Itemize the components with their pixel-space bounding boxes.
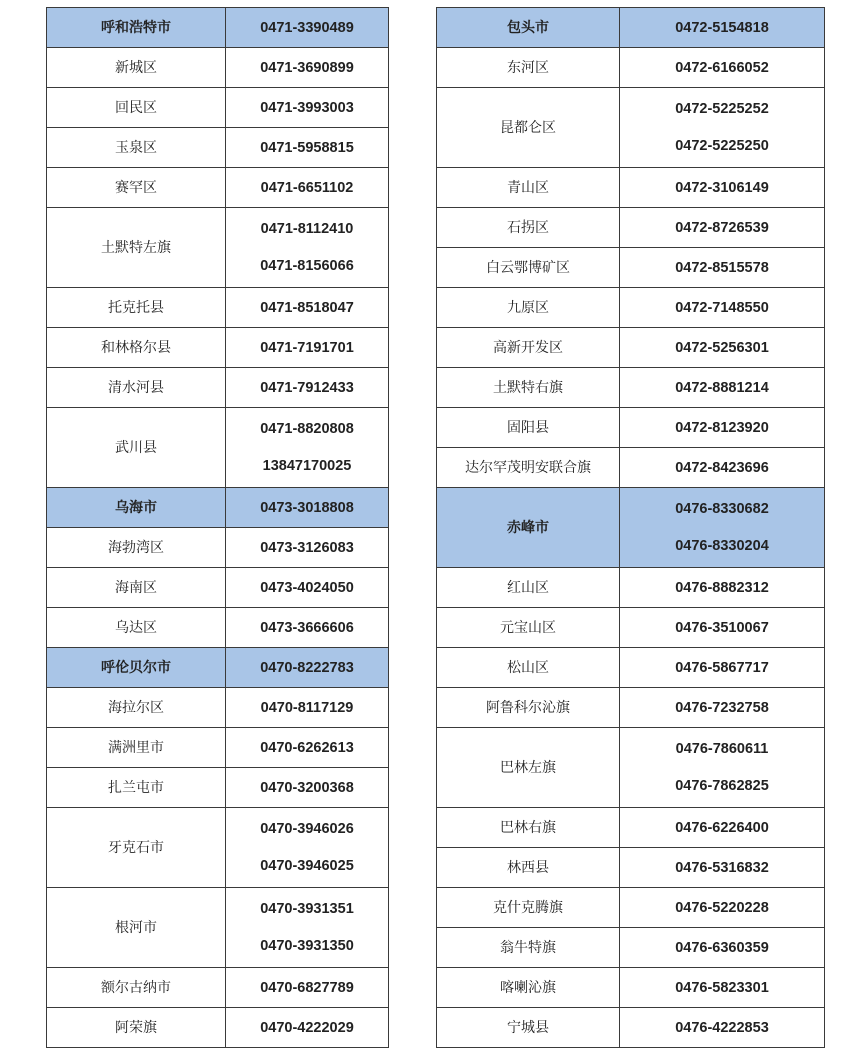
district-name: 克什克腾旗 [437,888,620,928]
district-row [47,528,389,568]
phone-number: 0472-7148550 [675,299,769,316]
district-name: 巴林右旗 [437,808,620,848]
phone-number: 0476-5316832 [675,859,769,876]
phone-number: 0472-8881214 [675,379,769,396]
district-name: 东河区 [437,48,620,88]
district-name: 海勃湾区 [47,528,226,568]
phone-number: 0472-5225252 [675,101,769,117]
district-name: 赛罕区 [47,168,226,208]
phone-number: 0470-3200368 [260,779,354,796]
phone-number: 0471-8820808 [260,421,354,437]
phone-cell [226,88,389,128]
district-row [437,928,825,968]
phone-cell [226,968,389,1008]
phone-number: 0471-8112410 [260,221,354,237]
phone-cell [620,728,825,808]
phone-number: 0476-6360359 [675,939,769,956]
phone-number: 0473-3666606 [260,619,354,636]
phone-cell [226,768,389,808]
phone-number: 0470-6262613 [260,739,354,756]
district-row [47,888,389,968]
city-name: 呼和浩特市 [47,8,226,48]
district-row [437,848,825,888]
district-name: 额尔古纳市 [47,968,226,1008]
district-name: 元宝山区 [437,608,620,648]
district-name: 扎兰屯市 [47,768,226,808]
phone-number: 0470-3946025 [260,858,354,874]
district-name: 玉泉区 [47,128,226,168]
phone-number: 0472-8515578 [675,259,769,276]
phone-cell [226,48,389,88]
phone-cell [620,848,825,888]
phone-number: 0476-7232758 [675,699,769,716]
district-row [437,168,825,208]
district-row [47,48,389,88]
district-name: 巴林左旗 [437,728,620,808]
phone-cell [226,168,389,208]
phone-number: 13847170025 [262,458,352,474]
district-row [437,1008,825,1048]
district-row [47,328,389,368]
district-name: 石拐区 [437,208,620,248]
district-name: 翁牛特旗 [437,928,620,968]
district-name: 乌达区 [47,608,226,648]
phone-number: 0470-8222783 [260,659,354,676]
district-row [437,448,825,488]
district-row [437,288,825,328]
phone-cell [226,328,389,368]
phone-cell [226,488,389,528]
city-header-row [47,488,389,528]
phone-cell [620,88,825,168]
phone-number: 0476-8330682 [675,501,769,517]
phone-cell [226,8,389,48]
phone-number: 0472-5154818 [675,19,769,36]
district-row [47,728,389,768]
city-header-row [47,8,389,48]
left-phone-table [46,7,389,1048]
district-row [47,368,389,408]
phone-cell [226,368,389,408]
phone-cell [226,728,389,768]
phone-number: 0472-8726539 [675,219,769,236]
phone-cell [226,568,389,608]
district-name: 高新开发区 [437,328,620,368]
phone-number: 0472-5225250 [675,138,769,154]
phone-number: 0472-3106149 [675,179,769,196]
phone-cell [620,408,825,448]
phone-number: 0471-8156066 [260,258,354,274]
city-name: 乌海市 [47,488,226,528]
phone-number: 0476-3510067 [675,619,769,636]
district-name: 新城区 [47,48,226,88]
phone-number: 0476-6226400 [675,819,769,836]
phone-cell [226,888,389,968]
phone-cell [620,328,825,368]
district-row [47,408,389,488]
district-name: 宁城县 [437,1008,620,1048]
phone-number: 0471-7912433 [260,379,354,396]
city-name: 呼伦贝尔市 [47,648,226,688]
district-row [437,608,825,648]
district-name: 喀喇沁旗 [437,968,620,1008]
district-name: 清水河县 [47,368,226,408]
phone-cell [620,1008,825,1048]
district-row [47,128,389,168]
phone-number: 0471-3993003 [260,99,354,116]
district-row [47,768,389,808]
district-name: 牙克石市 [47,808,226,888]
district-row [437,808,825,848]
district-row [437,248,825,288]
phone-number: 0472-8423696 [675,459,769,476]
phone-number: 0472-6166052 [675,59,769,76]
district-name: 回民区 [47,88,226,128]
district-name: 土默特左旗 [47,208,226,288]
city-header-row [437,488,825,568]
phone-number: 0476-7862825 [675,778,769,794]
phone-cell [620,608,825,648]
phone-cell [620,688,825,728]
district-name: 松山区 [437,648,620,688]
phone-number: 0470-6827789 [260,979,354,996]
district-name: 昆都仑区 [437,88,620,168]
district-name: 托克托县 [47,288,226,328]
phone-number: 0472-8123920 [675,419,769,436]
phone-number: 0473-3018808 [260,499,354,516]
phone-cell [226,648,389,688]
city-name: 赤峰市 [437,488,620,568]
district-row [47,208,389,288]
phone-number: 0476-4222853 [675,1019,769,1036]
district-row [47,568,389,608]
district-row [437,88,825,168]
district-row [437,688,825,728]
district-row [437,368,825,408]
phone-cell [620,448,825,488]
district-name: 土默特右旗 [437,368,620,408]
district-name: 九原区 [437,288,620,328]
district-name: 达尔罕茂明安联合旗 [437,448,620,488]
district-name: 满洲里市 [47,728,226,768]
phone-number: 0476-7860611 [675,741,769,757]
phone-cell [620,168,825,208]
phone-cell [620,488,825,568]
phone-number: 0473-3126083 [260,539,354,556]
phone-number: 0470-3946026 [260,821,354,837]
district-row [437,648,825,688]
phone-cell [226,408,389,488]
phone-cell [226,808,389,888]
phone-cell [620,288,825,328]
phone-cell [620,648,825,688]
right-phone-table [436,7,825,1048]
phone-number: 0470-3931351 [260,901,354,917]
phone-cell [226,608,389,648]
district-row [437,48,825,88]
district-row [47,168,389,208]
phone-number: 0471-3390489 [260,19,354,36]
phone-number: 0476-5823301 [675,979,769,996]
district-row [47,608,389,648]
phone-cell [226,528,389,568]
phone-number: 0470-8117129 [260,699,354,716]
phone-cell [620,248,825,288]
district-name: 武川县 [47,408,226,488]
district-name: 青山区 [437,168,620,208]
district-row [437,408,825,448]
city-header-row [47,648,389,688]
phone-number: 0471-5958815 [260,139,354,156]
district-row [437,208,825,248]
city-name: 包头市 [437,8,620,48]
phone-cell [620,568,825,608]
phone-number: 0471-3690899 [260,59,354,76]
phone-number: 0476-5867717 [675,659,769,676]
district-row [437,968,825,1008]
phone-number: 0470-3931350 [260,938,354,954]
phone-number: 0471-8518047 [260,299,354,316]
district-row [437,728,825,808]
district-name: 和林格尔县 [47,328,226,368]
phone-number: 0472-5256301 [675,339,769,356]
district-name: 红山区 [437,568,620,608]
district-name: 海南区 [47,568,226,608]
phone-cell [620,808,825,848]
district-row [47,688,389,728]
district-row [437,888,825,928]
district-name: 阿荣旗 [47,1008,226,1048]
phone-number: 0476-8330204 [675,538,769,554]
district-row [47,808,389,888]
right-table-body [437,8,825,1048]
phone-cell [226,208,389,288]
district-name: 海拉尔区 [47,688,226,728]
phone-cell [226,288,389,328]
phone-cell [620,48,825,88]
district-name: 根河市 [47,888,226,968]
phone-number: 0471-7191701 [260,339,354,356]
district-name: 白云鄂博矿区 [437,248,620,288]
phone-number: 0471-6651102 [260,179,354,196]
phone-cell [620,968,825,1008]
district-name: 固阳县 [437,408,620,448]
district-row [47,1008,389,1048]
district-row [47,288,389,328]
phone-number: 0476-8882312 [675,579,769,596]
phone-cell [620,8,825,48]
phone-cell [620,928,825,968]
left-table-body [47,8,389,1048]
phone-cell [226,128,389,168]
district-row [47,968,389,1008]
district-row [437,568,825,608]
phone-cell [620,208,825,248]
phone-cell [620,888,825,928]
district-row [437,328,825,368]
district-row [47,88,389,128]
district-name: 阿鲁科尔沁旗 [437,688,620,728]
phone-cell [226,688,389,728]
district-name: 林西县 [437,848,620,888]
city-header-row [437,8,825,48]
phone-number: 0473-4024050 [260,579,354,596]
phone-cell [226,1008,389,1048]
phone-number: 0470-4222029 [260,1019,354,1036]
phone-number: 0476-5220228 [675,899,769,916]
phone-cell [620,368,825,408]
